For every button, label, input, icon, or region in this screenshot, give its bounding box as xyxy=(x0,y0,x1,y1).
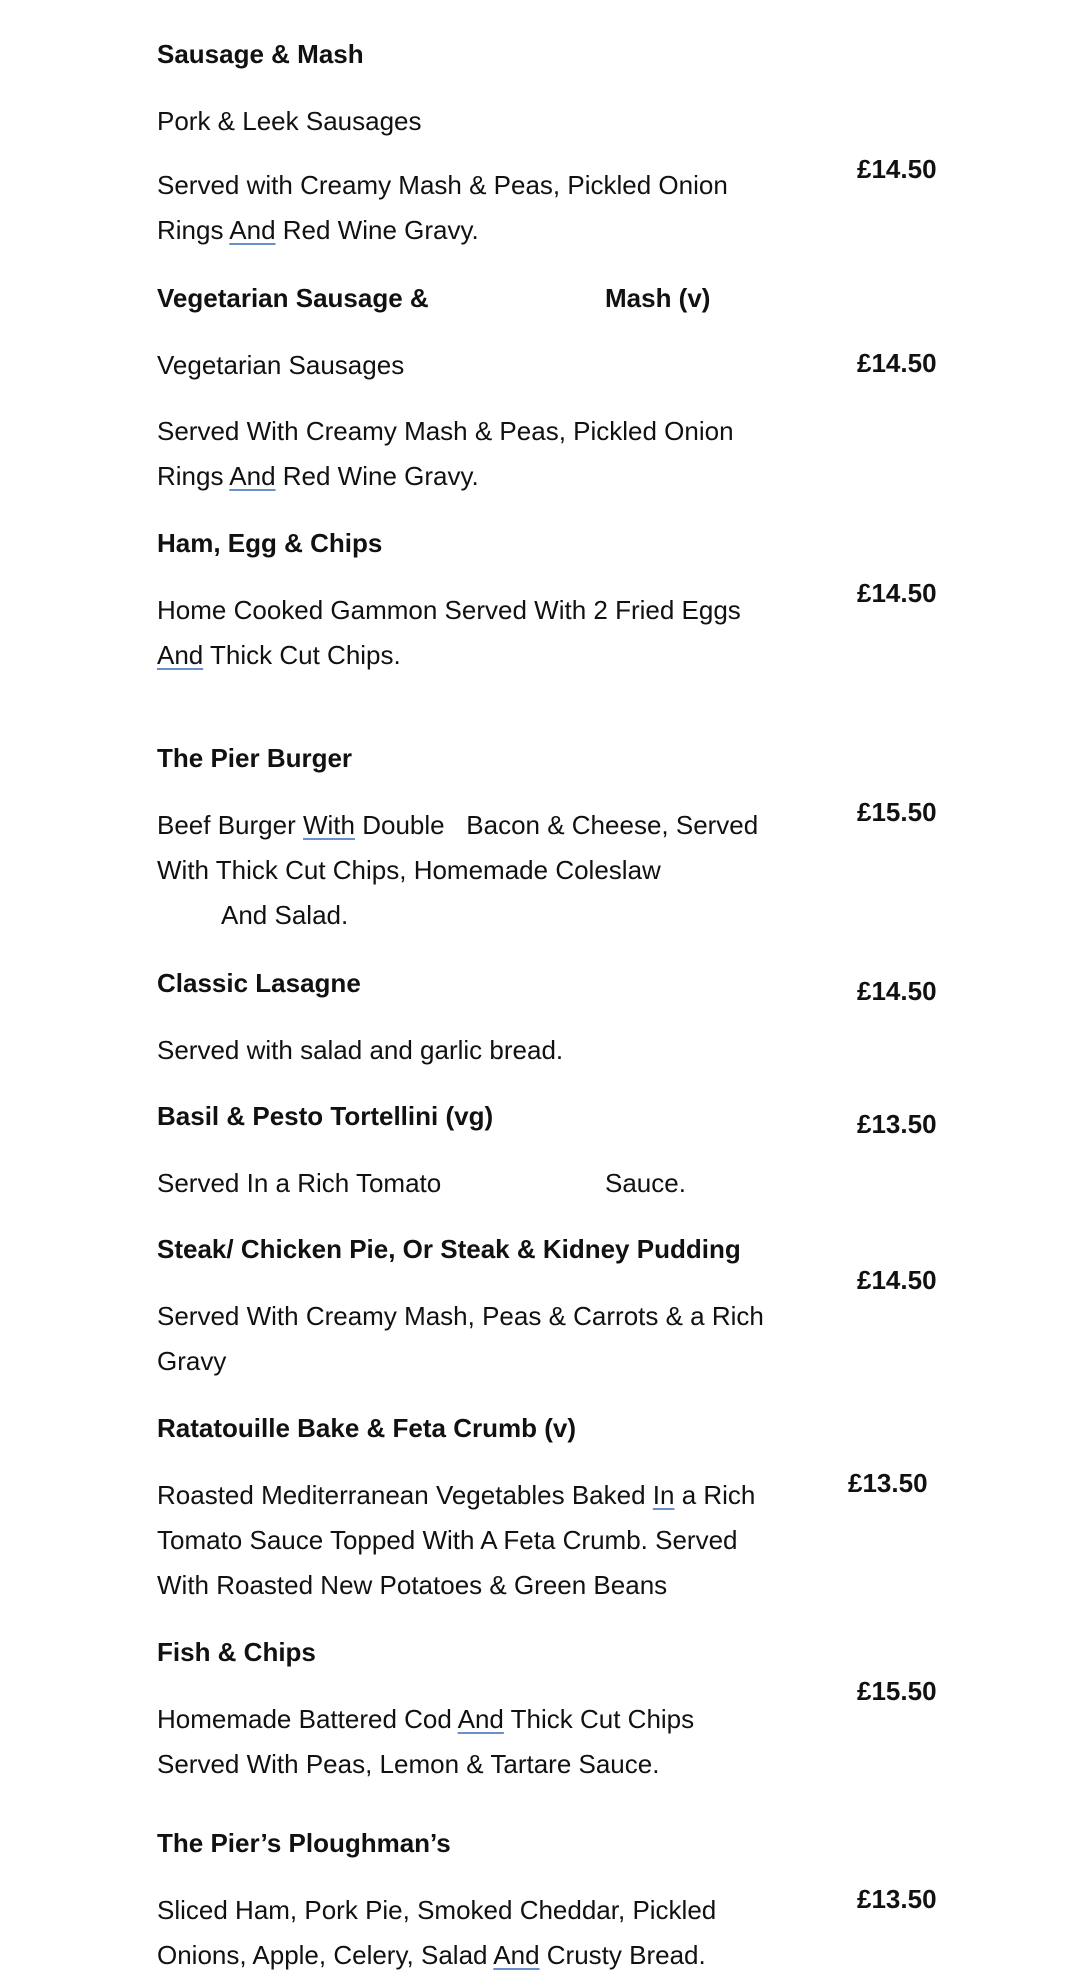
item-price: £14.50 xyxy=(857,976,937,1006)
item-description: Rings And Red Wine Gravy. xyxy=(157,215,479,245)
item-name: Fish & Chips xyxy=(157,1637,316,1667)
item-description: Served With Creamy Mash & Peas, Pickled Onion xyxy=(157,416,734,446)
item-description: Onions, Apple, Celery, Salad And Crusty Bread. xyxy=(157,1940,706,1970)
item-description: Roasted Mediterranean Vegetables Baked In a Rich xyxy=(157,1480,756,1510)
item-description: Sliced Ham, Pork Pie, Smoked Cheddar, Pickled xyxy=(157,1895,717,1925)
item-name: Basil & Pesto Tortellini (vg) xyxy=(157,1101,494,1131)
item-price: £14.50 xyxy=(857,154,937,184)
item-name: Mash (v) xyxy=(605,283,711,313)
item-description: Served With Peas, Lemon & Tartare Sauce. xyxy=(157,1749,660,1779)
item-subtitle: Vegetarian Sausages xyxy=(157,350,405,380)
item-name: Vegetarian Sausage & xyxy=(157,283,429,313)
item-description: Served In a Rich Tomato xyxy=(157,1168,442,1198)
item-description: Served with Creamy Mash & Peas, Pickled Onion xyxy=(157,170,728,200)
item-price: £13.50 xyxy=(857,1884,937,1914)
item-description: Beef Burger With Double Bacon & Cheese, Served xyxy=(157,810,759,840)
item-name: The Pier’s Ploughman’s xyxy=(157,1828,451,1858)
item-description: Sauce. xyxy=(605,1168,686,1198)
item-price: £15.50 xyxy=(857,797,937,827)
item-name: Sausage & Mash xyxy=(157,39,364,69)
item-description: Homemade Battered Cod And Thick Cut Chips xyxy=(157,1704,695,1734)
item-name: Ham, Egg & Chips xyxy=(157,528,383,558)
item-description: Tomato Sauce Topped With A Feta Crumb. Served xyxy=(157,1525,738,1555)
item-description: Served With Creamy Mash, Peas & Carrots & a Rich xyxy=(157,1301,764,1331)
item-price: £13.50 xyxy=(848,1468,928,1498)
item-price: £14.50 xyxy=(857,348,937,378)
item-description: And Thick Cut Chips. xyxy=(157,640,401,670)
item-description: Home Cooked Gammon Served With 2 Fried Eggs xyxy=(157,595,741,625)
item-description: Gravy xyxy=(157,1346,227,1376)
item-description: With Thick Cut Chips, Homemade Coleslaw xyxy=(157,855,661,885)
item-price: £13.50 xyxy=(857,1109,937,1139)
item-price: £14.50 xyxy=(857,578,937,608)
item-price: £14.50 xyxy=(857,1265,937,1295)
item-subtitle: Pork & Leek Sausages xyxy=(157,106,422,136)
item-description: Rings And Red Wine Gravy. xyxy=(157,461,479,491)
item-description: And Salad. xyxy=(221,900,349,930)
item-name: Classic Lasagne xyxy=(157,968,361,998)
item-name: The Pier Burger xyxy=(157,743,353,773)
item-price: £15.50 xyxy=(857,1676,937,1706)
item-name: Ratatouille Bake & Feta Crumb (v) xyxy=(157,1413,576,1443)
item-description: With Roasted New Potatoes & Green Beans xyxy=(157,1570,668,1600)
item-name: Steak/ Chicken Pie, Or Steak & Kidney Pudding xyxy=(157,1234,741,1264)
item-description: Served with salad and garlic bread. xyxy=(157,1035,564,1065)
